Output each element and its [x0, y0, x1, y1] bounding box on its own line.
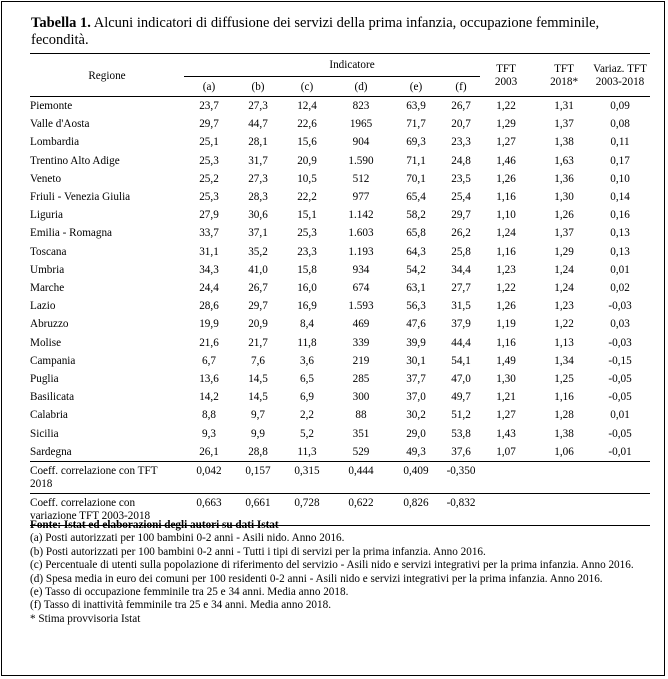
table-row [30, 261, 650, 279]
cell-value: 1,07 [496, 445, 516, 458]
empty-cell [590, 462, 650, 494]
cell-value: 0,13 [610, 245, 630, 258]
cell-value: 25,3 [199, 191, 219, 204]
table-row [30, 406, 650, 424]
cell-value: 23,7 [199, 100, 219, 112]
cell-value: 24,4 [199, 282, 219, 295]
table-row [30, 170, 650, 188]
cell-value: 1.193 [348, 245, 374, 258]
region-name: Trentino Alto Adige [30, 154, 120, 167]
note-line: (b) Posti autorizzati per 100 bambini 0-2 anni - Tutti i tipi di servizi per la prima infanzia. Anno 2016. [30, 545, 486, 558]
cell-value: 1,26 [554, 209, 574, 222]
source-note: Fonte: Istat ed elaborazioni degli autori su dati Istat [30, 519, 279, 531]
cell-value: 28,8 [248, 445, 268, 458]
coeff-value: 0,409 [390, 462, 442, 494]
coeff-value: -0,350 [442, 462, 480, 494]
cell-value: 8,4 [300, 318, 314, 331]
cell-value: 977 [352, 191, 370, 204]
cell-value: 53,8 [451, 427, 471, 440]
region-name: Sardegna [30, 445, 72, 458]
cell-value: 1,16 [496, 245, 516, 258]
region-name: Umbria [30, 263, 65, 276]
cell-value: 0,03 [610, 318, 630, 331]
cell-value: 1,28 [554, 409, 574, 422]
title-label: Tabella 1. [31, 15, 91, 31]
cell-value: 44,7 [248, 118, 268, 131]
col-d-header: (d) [332, 77, 390, 97]
cell-value: 0,17 [610, 154, 630, 167]
cell-value: 69,3 [406, 136, 426, 149]
cell-value: 9,3 [202, 427, 216, 440]
cell-value: 31,5 [451, 300, 471, 313]
region-header: Regione [30, 54, 184, 97]
table-row [30, 206, 650, 224]
cell-value: -0,03 [608, 300, 632, 313]
cell-value: -0,05 [608, 391, 632, 404]
cell-value: 1,43 [496, 427, 516, 440]
cell-value: 6,9 [300, 391, 314, 404]
coeff-value: 0,728 [282, 494, 332, 526]
cell-value: 1,16 [496, 336, 516, 349]
cell-value: 25,4 [451, 191, 471, 204]
cell-value: 29,7 [248, 300, 268, 313]
cell-value: 0,16 [610, 209, 630, 222]
cell-value: 0,08 [610, 118, 630, 131]
cell-value: 31,1 [199, 245, 219, 258]
cell-value: 34,4 [451, 263, 471, 276]
region-name: Piemonte [30, 100, 73, 112]
cell-value: 1,29 [496, 118, 516, 131]
cell-value: 1,31 [554, 100, 574, 112]
note-line: (c) Percentuale di utenti sulla popolazione di riferimento del servizio - Asili nido e servizi integrativi per la prima infanzia. Anno 2016. [30, 559, 634, 572]
cell-value: 1,27 [496, 136, 516, 149]
cell-value: 28,1 [248, 136, 268, 149]
cell-value: 904 [352, 136, 370, 149]
cell-value: 24,8 [451, 154, 471, 167]
region-name: Abruzzo [30, 318, 69, 331]
coeff-value: 0,826 [390, 494, 442, 526]
cell-value: 1,26 [496, 300, 516, 313]
cell-value: 339 [352, 336, 370, 349]
cell-value: 14,5 [248, 391, 268, 404]
cell-value: 469 [352, 318, 370, 331]
cell-value: 15,1 [297, 209, 317, 222]
table-row [30, 279, 650, 297]
cell-value: 1,24 [554, 282, 574, 295]
cell-value: 1,10 [496, 209, 516, 222]
region-name: Veneto [30, 172, 62, 185]
indicator-header: Indicatore [184, 54, 480, 77]
cell-value: 0,14 [610, 191, 630, 204]
cell-value: 65,4 [406, 191, 426, 204]
cell-value: 11,8 [297, 336, 317, 349]
cell-value: 674 [352, 282, 370, 295]
coeff-value: 0,622 [332, 494, 390, 526]
cell-value: 29,0 [406, 427, 426, 440]
cell-value: 8,8 [202, 409, 216, 422]
cell-value: 1,19 [496, 318, 516, 331]
cell-value: 63,9 [406, 100, 426, 112]
cell-value: 23,3 [451, 136, 471, 149]
cell-value: 285 [352, 373, 370, 386]
table-frame [1, 1, 665, 676]
empty-cell [480, 462, 538, 494]
cell-value: 6,5 [300, 373, 314, 386]
cell-value: 1,30 [496, 373, 516, 386]
col-a-header: (a) [184, 77, 234, 97]
table-title [31, 15, 651, 49]
cell-value: 49,7 [451, 391, 471, 404]
table-row [30, 315, 650, 333]
table-row [30, 152, 650, 170]
region-name: Toscana [30, 245, 67, 258]
cell-value: 49,3 [406, 445, 426, 458]
cell-value: 54,2 [406, 263, 426, 276]
cell-value: 1.603 [348, 227, 374, 240]
cell-value: 47,6 [406, 318, 426, 331]
cell-value: -0,05 [608, 427, 632, 440]
cell-value: 2,2 [300, 409, 314, 422]
note-line: (e) Tasso di occupazione femminile tra 25 e 34 anni. Media anno 2018. [30, 586, 349, 599]
col-f-header: (f) [442, 77, 480, 97]
tft2018-header: TFT 2018* [538, 54, 590, 97]
cell-value: 88 [355, 409, 367, 422]
note-line: (f) Tasso di inattività femminile tra 25 e 34 anni. Media anno 2018. [30, 599, 332, 612]
cell-value: 823 [352, 100, 370, 112]
cell-value: 0,10 [610, 172, 630, 185]
table-row [30, 425, 650, 443]
col-b-header: (b) [234, 77, 282, 97]
notes [30, 519, 650, 626]
cell-value: 26,7 [248, 282, 268, 295]
cell-value: 58,2 [406, 209, 426, 222]
cell-value: 25,3 [199, 154, 219, 167]
cell-value: 44,4 [451, 336, 471, 349]
cell-value: 219 [352, 354, 370, 367]
cell-value: 54,1 [451, 354, 471, 367]
cell-value: 64,3 [406, 245, 426, 258]
cell-value: 1,22 [554, 318, 574, 331]
cell-value: 1,16 [554, 391, 574, 404]
cell-value: 300 [352, 391, 370, 404]
cell-value: 7,6 [251, 354, 265, 367]
cell-value: 1.142 [348, 209, 374, 222]
cell-value: 14,2 [199, 391, 219, 404]
cell-value: 529 [352, 445, 370, 458]
region-name: Molise [30, 336, 62, 349]
cell-value: 21,7 [248, 336, 268, 349]
coeff-value: 0,663 [184, 494, 234, 526]
cell-value: 19,9 [199, 318, 219, 331]
coeff-label: Coeff. correlazione con variazione TFT 2003-2018 [30, 494, 184, 526]
cell-value: 1,37 [554, 227, 574, 240]
table-row [30, 388, 650, 406]
region-name: Lombardia [30, 136, 80, 149]
cell-value: 0,02 [610, 282, 630, 295]
cell-value: 1,24 [554, 263, 574, 276]
cell-value: 0,09 [610, 100, 630, 112]
cell-value: 41,0 [248, 263, 268, 276]
cell-value: 0,01 [610, 409, 630, 422]
region-name: Liguria [30, 209, 63, 222]
cell-value: 9,7 [251, 409, 265, 422]
cell-value: 1.590 [348, 154, 374, 167]
cell-value: 20,9 [248, 318, 268, 331]
cell-value: 70,1 [406, 172, 426, 185]
cell-value: 15,8 [297, 263, 317, 276]
cell-value: 1,23 [554, 300, 574, 313]
cell-value: 25,2 [199, 172, 219, 185]
cell-value: 37,0 [406, 391, 426, 404]
table-row [30, 115, 650, 133]
cell-value: 39,9 [406, 336, 426, 349]
cell-value: 26,1 [199, 445, 219, 458]
cell-value: 1,06 [554, 445, 574, 458]
cell-value: 1,22 [496, 282, 516, 295]
cell-value: 1,25 [554, 373, 574, 386]
coeff-value: 0,444 [332, 462, 390, 494]
cell-value: -0,15 [608, 354, 632, 367]
cell-value: 1,36 [554, 172, 574, 185]
cell-value: 26,7 [451, 100, 471, 112]
cell-value: 71,7 [406, 118, 426, 131]
cell-value: 27,7 [451, 282, 471, 295]
cell-value: 27,9 [199, 209, 219, 222]
cell-value: 1,13 [554, 336, 574, 349]
cell-value: 29,7 [199, 118, 219, 131]
cell-value: 1,49 [496, 354, 516, 367]
cell-value: 21,6 [199, 336, 219, 349]
cell-value: 1,23 [496, 263, 516, 276]
cell-value: 1965 [349, 118, 373, 131]
cell-value: 35,2 [248, 245, 268, 258]
cell-value: -0,05 [608, 373, 632, 386]
table-row [30, 188, 650, 206]
table-row [30, 243, 650, 261]
tft2003-header: TFT 2003 [480, 54, 538, 97]
region-name: Valle d'Aosta [30, 118, 90, 131]
cell-value: 1,63 [554, 154, 574, 167]
cell-value: 65,8 [406, 227, 426, 240]
cell-value: 27,3 [248, 100, 268, 112]
cell-value: 1,16 [496, 191, 516, 204]
cell-value: 934 [352, 263, 370, 276]
cell-value: 25,1 [199, 136, 219, 149]
cell-value: 16,0 [297, 282, 317, 295]
table-row [30, 443, 650, 462]
note-line: * Stima provvisoria Istat [30, 612, 141, 625]
cell-value: 37,1 [248, 227, 268, 240]
coeff-value: -0,832 [442, 494, 480, 526]
cell-value: 28,6 [199, 300, 219, 313]
cell-value: 51,2 [451, 409, 471, 422]
cell-value: 1,24 [496, 227, 516, 240]
region-name: Friuli - Venezia Giulia [30, 191, 131, 204]
table-row [30, 352, 650, 370]
cell-value: 25,3 [297, 227, 317, 240]
cell-value: 512 [352, 172, 370, 185]
cell-value: 30,2 [406, 409, 426, 422]
note-line: (a) Posti autorizzati per 100 bambini 0-2 anni - Asili nido. Anno 2016. [30, 532, 345, 545]
title-text: Alcuni indicatori di diffusione dei servizi della prima infanzia, occupazione femminile, fecondità. [31, 15, 600, 48]
coeff-value: 0,042 [184, 462, 234, 494]
cell-value: 22,2 [297, 191, 317, 204]
cell-value: 25,8 [451, 245, 471, 258]
region-name: Calabria [30, 409, 68, 422]
cell-value: 9,9 [251, 427, 265, 440]
cell-value: 5,2 [300, 427, 314, 440]
cell-value: 20,7 [451, 118, 471, 131]
cell-value: 37,7 [406, 373, 426, 386]
cell-value: 1,22 [496, 100, 516, 112]
cell-value: 3,6 [300, 354, 314, 367]
cell-value: 0,01 [610, 263, 630, 276]
col-e-header: (e) [390, 77, 442, 97]
cell-value: 30,1 [406, 354, 426, 367]
coeff-value: 0,315 [282, 462, 332, 494]
cell-value: 28,3 [248, 191, 268, 204]
cell-value: 1,27 [496, 409, 516, 422]
coeff-label: Coeff. correlazione con TFT 2018 [30, 462, 184, 494]
empty-cell [538, 462, 590, 494]
cell-value: 1,38 [554, 136, 574, 149]
coeff-value: 0,661 [234, 494, 282, 526]
region-name: Sicilia [30, 427, 59, 440]
cell-value: 37,6 [451, 445, 471, 458]
cell-value: 27,3 [248, 172, 268, 185]
cell-value: 56,3 [406, 300, 426, 313]
coeff-row [30, 462, 650, 494]
cell-value: 1,26 [496, 172, 516, 185]
cell-value: -0,03 [608, 336, 632, 349]
cell-value: 11,3 [297, 445, 317, 458]
cell-value: 351 [352, 427, 370, 440]
table-row [30, 97, 650, 116]
cell-value: 20,9 [297, 154, 317, 167]
cell-value: 23,3 [297, 245, 317, 258]
cell-value: 10,5 [297, 172, 317, 185]
table-row [30, 297, 650, 315]
cell-value: 47,0 [451, 373, 471, 386]
table-row [30, 133, 650, 151]
variaz-header: Variaz. TFT 2003-2018 [590, 54, 650, 97]
cell-value: 1,37 [554, 118, 574, 131]
cell-value: 30,6 [248, 209, 268, 222]
cell-value: 1,29 [554, 245, 574, 258]
table-row [30, 224, 650, 242]
cell-value: 1,46 [496, 154, 516, 167]
region-name: Puglia [30, 373, 59, 386]
cell-value: 16,9 [297, 300, 317, 313]
cell-value: 29,7 [451, 209, 471, 222]
coeff-value: 0,157 [234, 462, 282, 494]
cell-value: 23,5 [451, 172, 471, 185]
cell-value: 22,6 [297, 118, 317, 131]
cell-value: 13,6 [199, 373, 219, 386]
cell-value: 14,5 [248, 373, 268, 386]
indicators-table [30, 53, 650, 526]
cell-value: 15,6 [297, 136, 317, 149]
region-name: Lazio [30, 300, 56, 313]
region-name: Basilicata [30, 391, 75, 404]
cell-value: 0,13 [610, 227, 630, 240]
region-name: Marche [30, 282, 65, 295]
cell-value: 1,21 [496, 391, 516, 404]
cell-value: 0,11 [610, 136, 630, 149]
cell-value: 1,34 [554, 354, 574, 367]
cell-value: 26,2 [451, 227, 471, 240]
cell-value: 31,7 [248, 154, 268, 167]
cell-value: -0,01 [608, 445, 632, 458]
cell-value: 63,1 [406, 282, 426, 295]
region-name: Emilia - Romagna [30, 227, 113, 240]
table-row [30, 334, 650, 352]
cell-value: 1,30 [554, 191, 574, 204]
cell-value: 1,38 [554, 427, 574, 440]
cell-value: 1.593 [348, 300, 374, 313]
cell-value: 33,7 [199, 227, 219, 240]
table-row [30, 370, 650, 388]
col-c-header: (c) [282, 77, 332, 97]
region-name: Campania [30, 354, 76, 367]
cell-value: 71,1 [406, 154, 426, 167]
cell-value: 34,3 [199, 263, 219, 276]
cell-value: 6,7 [202, 354, 216, 367]
note-line: (d) Spesa media in euro dei comuni per 100 residenti 0-2 anni - Asili nido e servizi integrativi per la prima infanzia. Anno 2016. [30, 572, 603, 585]
cell-value: 12,4 [297, 100, 317, 112]
cell-value: 37,9 [451, 318, 471, 331]
